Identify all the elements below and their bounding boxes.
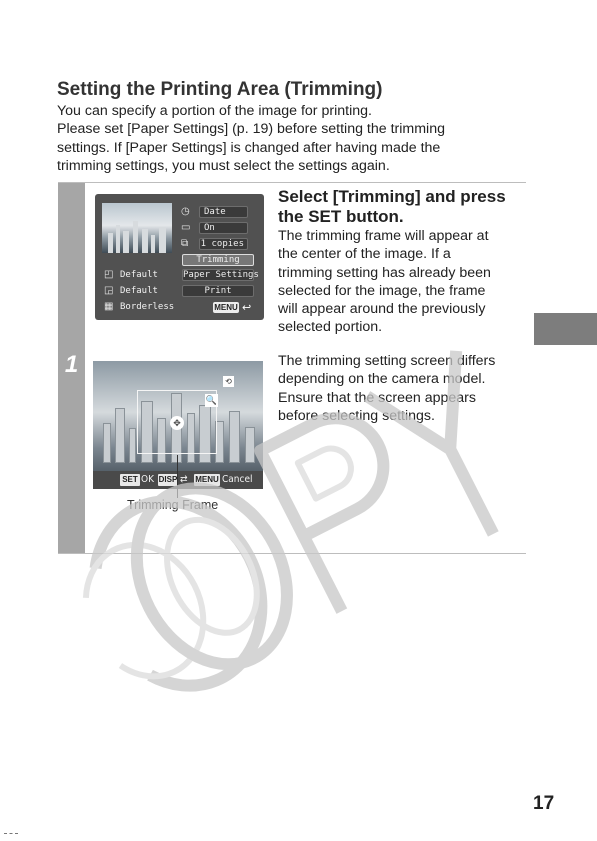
paper-settings-option[interactable]: Paper Settings xyxy=(183,270,259,280)
paper-size-icon: ◰ xyxy=(104,269,114,280)
zoom-icon: 🔍 xyxy=(205,395,218,405)
print-option[interactable]: Print xyxy=(182,285,254,297)
step-title xyxy=(278,187,528,227)
paper-type-icon: ◲ xyxy=(104,285,114,296)
trimming-frame-callout: Trimming Frame xyxy=(127,498,219,512)
intro-line: settings. If [Paper Settings] is changed after having made the xyxy=(57,139,441,156)
step-body-line: selected portion. xyxy=(278,319,383,336)
rotate-frame-icon: ⇄ xyxy=(180,474,188,485)
disp-key[interactable]: DISP xyxy=(158,475,178,484)
step-description xyxy=(278,227,528,337)
file-number-icon: ▭ xyxy=(181,222,191,233)
ok-label: OK xyxy=(141,474,154,485)
step-body-line: trimming setting has already been xyxy=(278,264,491,281)
step-body-line: selected for the image, the frame xyxy=(278,282,486,299)
step-number: 1 xyxy=(64,351,79,378)
crop-mark xyxy=(4,833,18,835)
layout-value: Borderless xyxy=(120,302,175,312)
intro-line: trimming settings, you must select the settings again. xyxy=(57,157,390,174)
file-number-option[interactable]: On xyxy=(199,222,248,234)
layout-icon: ▦ xyxy=(104,301,114,312)
step-note-line: before selecting settings. xyxy=(278,407,435,424)
date-option[interactable]: Date xyxy=(199,206,248,218)
step-note xyxy=(278,352,528,425)
step-title-line: the SET button. xyxy=(278,207,404,226)
intro-line: Please set [Paper Settings] (p. 19) before setting the trimming xyxy=(57,121,445,138)
section-side-tab xyxy=(534,313,597,345)
section-heading: Setting the Printing Area (Trimming) xyxy=(57,79,383,100)
callout-line xyxy=(177,455,178,498)
set-key[interactable]: SET xyxy=(120,474,140,486)
return-icon: ↩ xyxy=(242,302,252,314)
paper-type-value: Default xyxy=(120,286,158,296)
copies-option[interactable]: 1 copies xyxy=(199,238,248,250)
step-note-line: Ensure that the screen appears xyxy=(278,389,476,406)
step-body-line: The trimming frame will appear at xyxy=(278,228,489,244)
step-note-line: The trimming setting screen differs xyxy=(278,353,496,369)
intro-paragraph xyxy=(57,102,517,175)
page-number: 17 xyxy=(533,793,555,814)
step-number-bar xyxy=(58,183,85,553)
copies-icon: ⧉ xyxy=(181,238,189,249)
cancel-label: Cancel xyxy=(222,474,253,485)
step-note-line: depending on the camera model. xyxy=(278,371,486,388)
intro-line: You can specify a portion of the image for printing. xyxy=(57,103,372,119)
move-frame-icon: ✥ xyxy=(170,416,184,430)
step-body-line: will appear around the previously xyxy=(278,301,486,318)
clock-icon: ◷ xyxy=(181,206,190,217)
trimming-option[interactable]: Trimming xyxy=(182,254,254,266)
paper-size-value: Default xyxy=(120,270,158,280)
step-body-line: the center of the image. If a xyxy=(278,246,451,263)
menu-key[interactable]: MENU xyxy=(195,475,219,484)
step-title-line: Select [Trimming] and press xyxy=(278,187,506,206)
rotate-icon: ⟲ xyxy=(223,376,234,387)
thumbnail-image xyxy=(102,203,172,253)
menu-button[interactable]: MENU xyxy=(214,303,238,312)
